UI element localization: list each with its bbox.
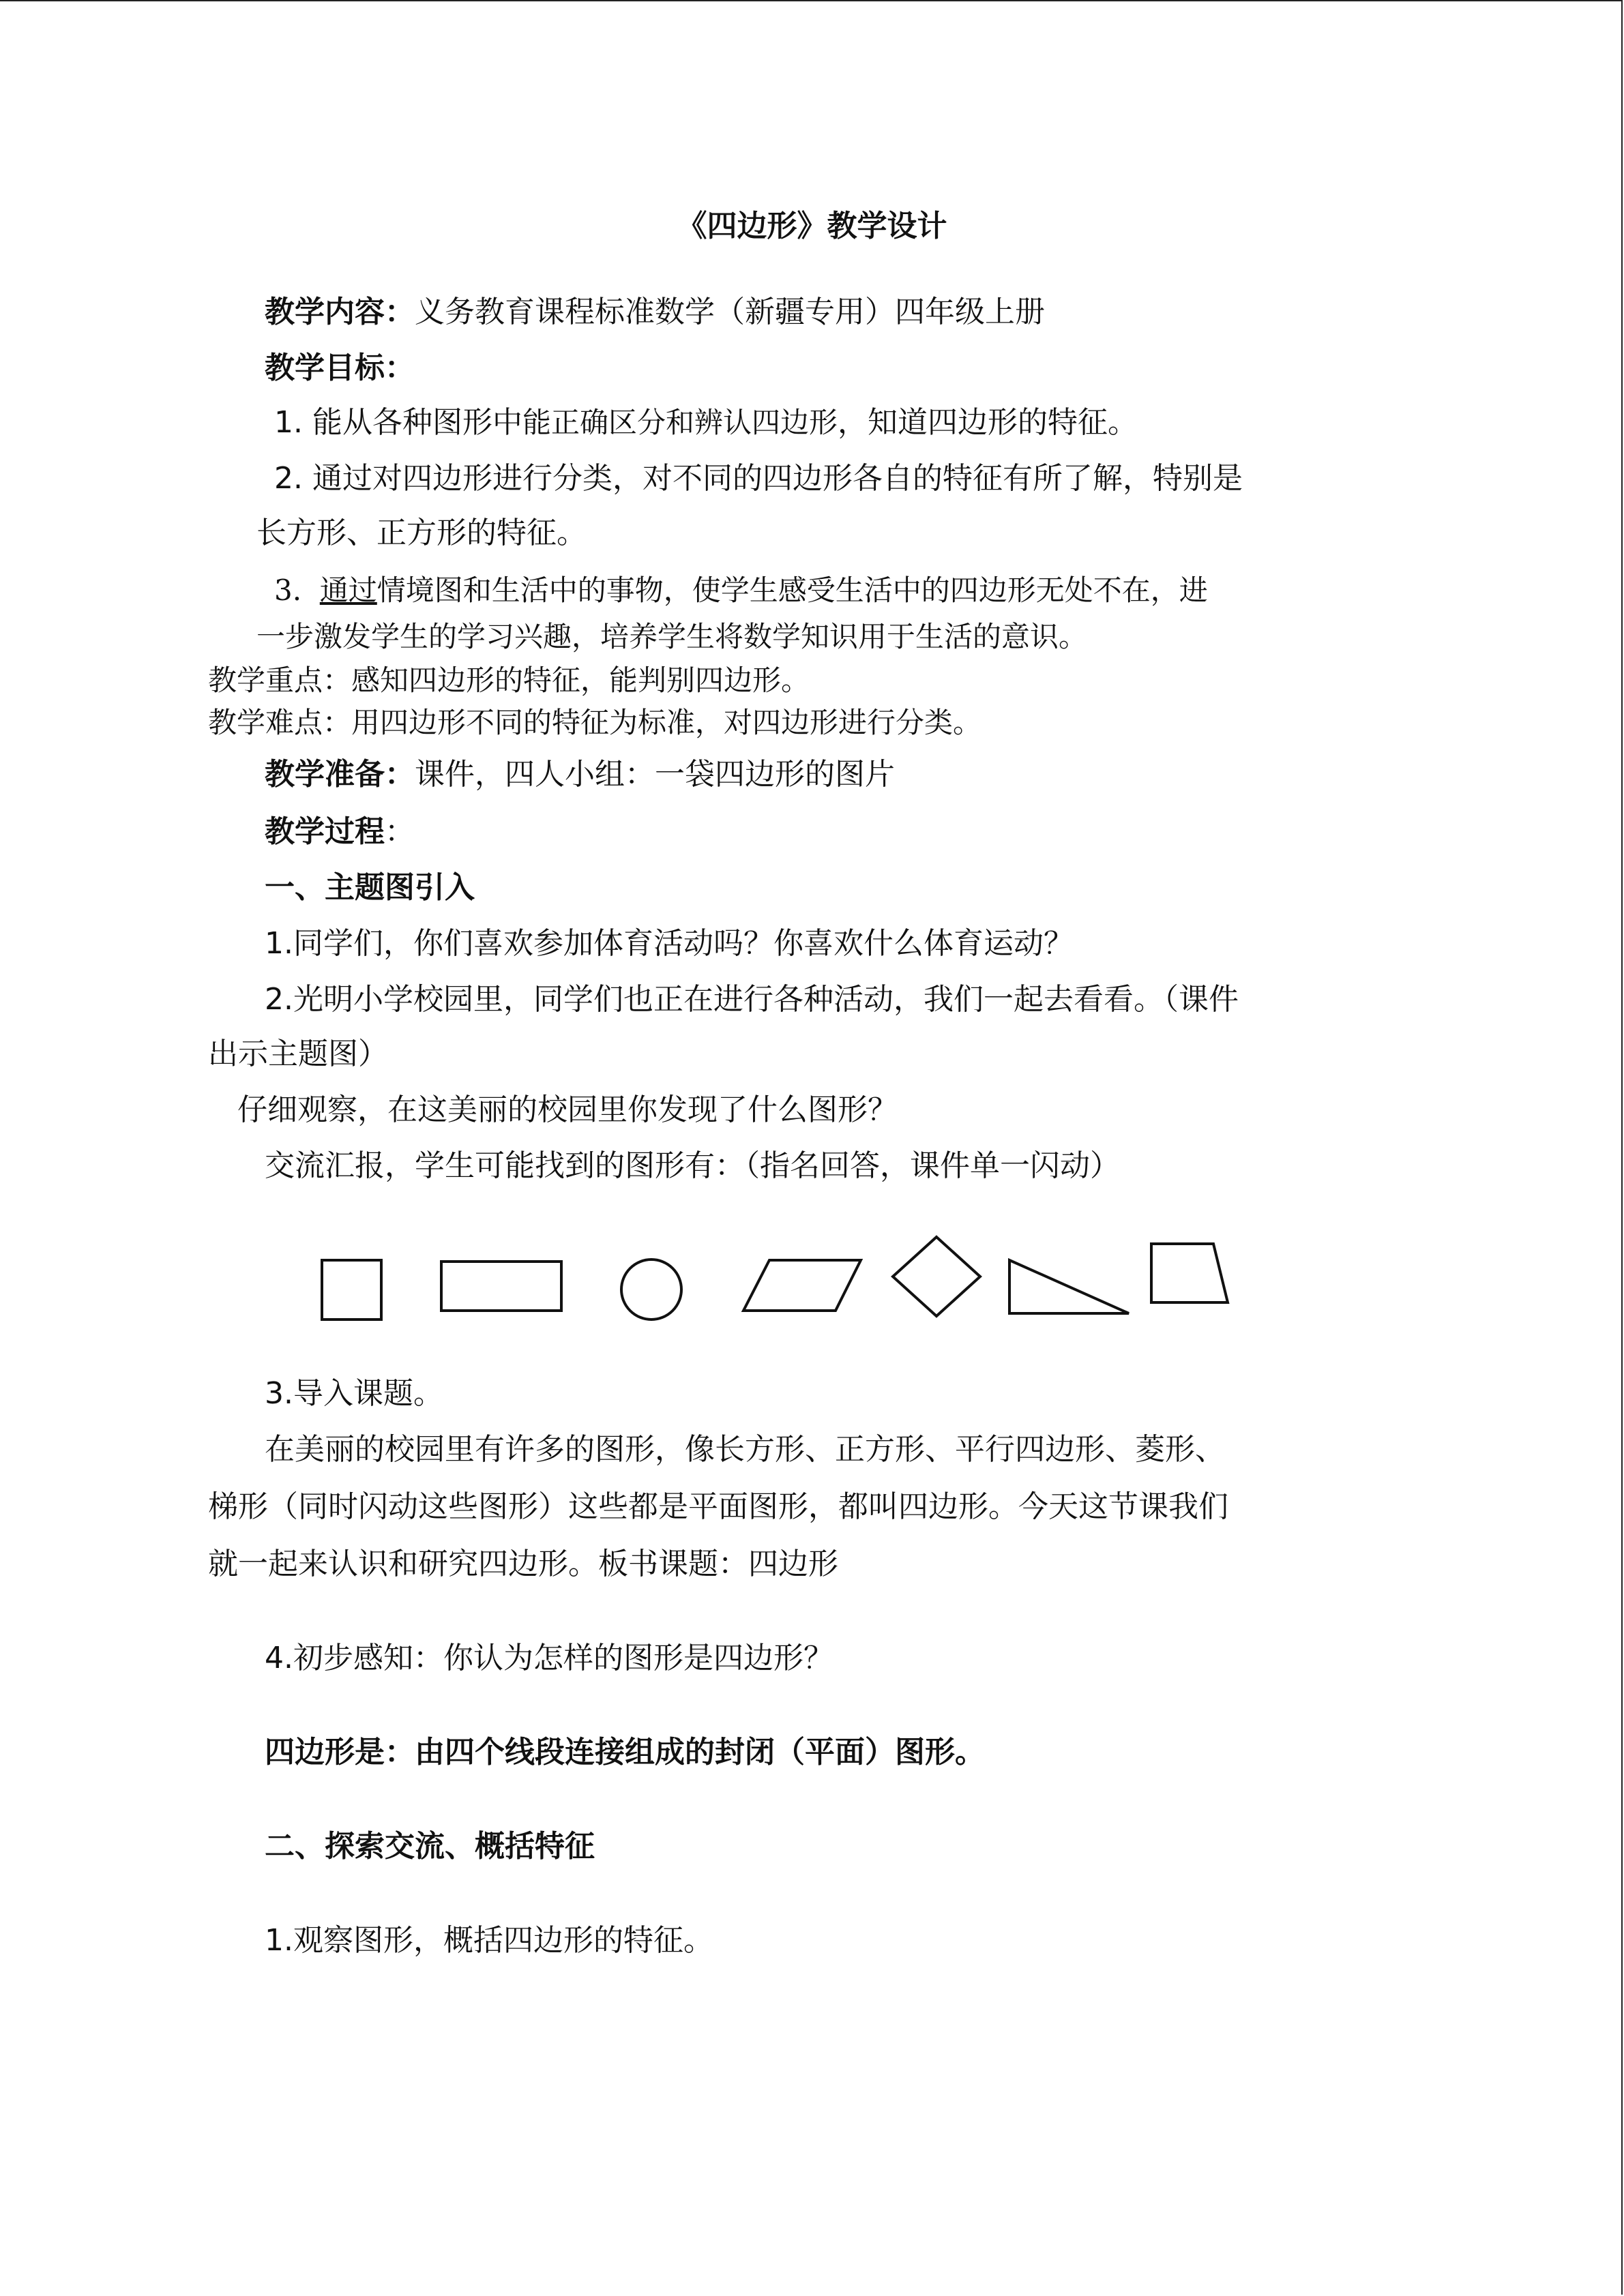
page-title: 《四边形》教学设计 <box>677 209 947 243</box>
key-point: 教学重点：感知四边形的特征，能判别四边形。 <box>208 664 810 697</box>
teaching-prep-label: 教学准备： <box>265 757 415 792</box>
teaching-content <box>265 292 1045 333</box>
section-1-p6-line3: 就一起来认识和研究四边形。板书课题：四边形 <box>208 1547 838 1581</box>
objectives-label: 教学目标： <box>265 351 415 385</box>
parallelogram-shape <box>743 1260 861 1311</box>
teaching-content-text: 义务教育课程标准数学（新疆专用）四年级上册 <box>415 295 1045 329</box>
section-1-p2-line2: 出示主题图） <box>208 1037 388 1071</box>
teaching-process <box>265 811 415 852</box>
objective-1 <box>274 402 1138 443</box>
rectangle-shape <box>441 1262 561 1311</box>
section-2-p1: 1.观察图形，概括四边形的特征。 <box>265 1923 713 1958</box>
section-1-p7: 4.初步感知：你认为怎样的图形是四边形？ <box>265 1641 833 1675</box>
objective-2-line2: 长方形、正方形的特征。 <box>256 516 587 550</box>
objective-1-b: 能正确区分和辨认四边形 <box>522 406 838 439</box>
section-1-heading: 一、主题图引入 <box>265 870 475 905</box>
section-1-p6-line2: 梯形（同时闪动这些图形）这些都是平面图形，都叫四边形。今天这节课我们 <box>208 1489 1228 1524</box>
rhombus-shape <box>893 1237 980 1316</box>
shapes-figure <box>0 1214 1624 1350</box>
objective-3-line2: 一步激发学生的学习兴趣，培养学生将数学知识用于生活的意识。 <box>256 620 1088 653</box>
objective-3-num: 3. <box>274 573 302 607</box>
trapezoid-shape <box>1151 1244 1228 1302</box>
section-1-p2-line1: 2.光明小学校园里，同学们也正在进行各种活动，我们一起去看看。（课件 <box>265 982 1239 1017</box>
objective-1-a: 1. 能从各种图形中 <box>274 405 522 440</box>
quadrilateral-definition: 四边形是：由四个线段连接组成的封闭（平面）图形。 <box>265 1735 985 1770</box>
section-2-heading: 二、探索交流、概括特征 <box>265 1829 595 1864</box>
section-1-p4: 交流汇报，学生可能找到的图形有：（指名回答，课件单一闪动） <box>265 1148 1120 1183</box>
teaching-process-label: 教学过程 <box>265 814 385 849</box>
teaching-process-colon: ： <box>385 814 415 849</box>
objective-1-c: ，知道四边形的特征。 <box>837 405 1138 440</box>
teaching-content-label: 教学内容： <box>265 295 415 329</box>
objective-3-line1 <box>274 570 1208 611</box>
difficulty: 教学难点：用四边形不同的特征为标准，对四边形进行分类。 <box>208 706 982 739</box>
section-1-p6-line1: 在美丽的校园里有许多的图形，像长方形、正方形、平行四边形、菱形、 <box>265 1432 1225 1467</box>
circle-shape <box>621 1259 681 1320</box>
objective-2-line1: 2. 通过对四边形进行分类，对不同的四边形各自的特征有所了解，特别是 <box>274 461 1243 496</box>
right-triangle-shape <box>1009 1260 1129 1313</box>
objective-3-underlined: 通过 <box>319 573 377 607</box>
objective-3-rest: 情境图和生活中的事物，使学生感受生活中的四边形无处不在，进 <box>377 573 1208 607</box>
section-1-p3: 仔细观察，在这美丽的校园里你发现了什么图形？ <box>237 1092 898 1127</box>
section-1-p5: 3.导入课题。 <box>265 1376 443 1411</box>
section-1-p1: 1.同学们，你们喜欢参加体育活动吗？你喜欢什么体育运动？ <box>265 926 1074 961</box>
square-shape <box>322 1260 381 1320</box>
teaching-prep <box>265 754 895 795</box>
teaching-prep-text: 课件，四人小组：一袋四边形的图片 <box>415 757 895 792</box>
